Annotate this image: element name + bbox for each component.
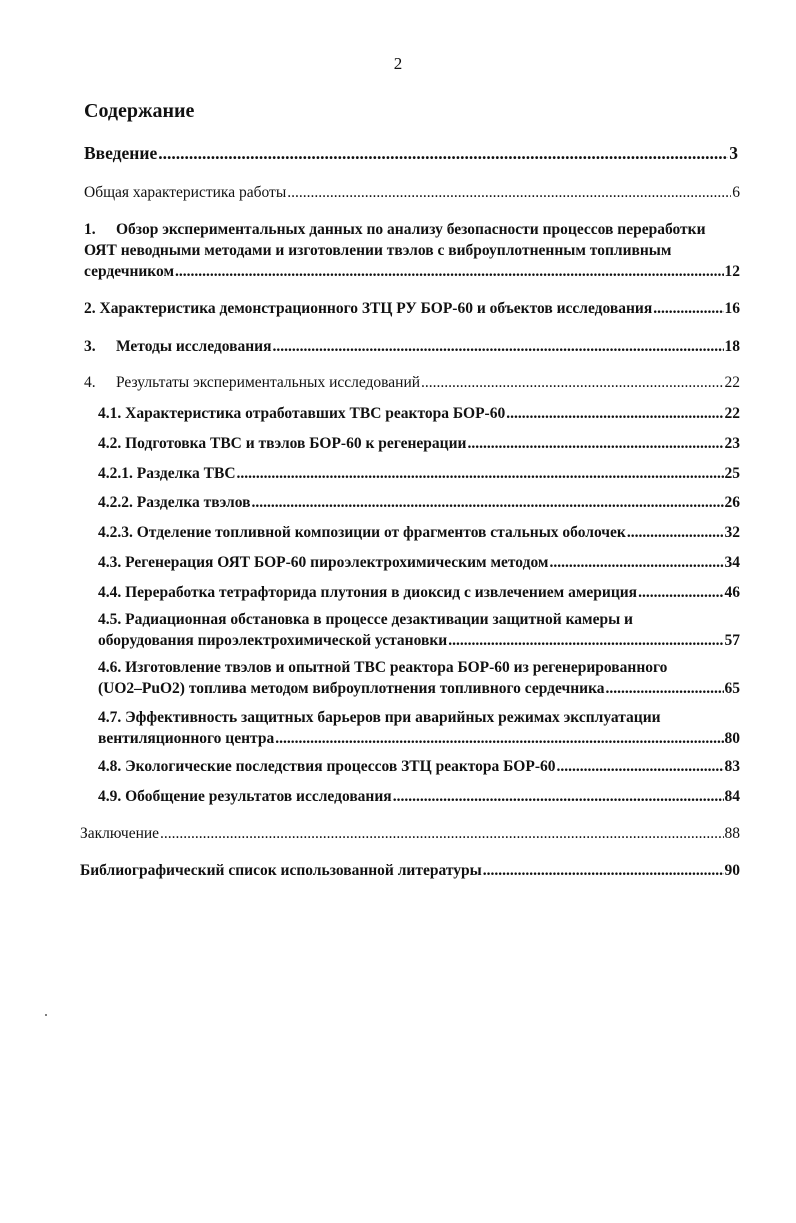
toc-entry-4-1[interactable] [98, 403, 740, 424]
toc-entry-text: 4.9. Обобщение результатов исследования [98, 788, 392, 805]
toc-entry-page: 6 [732, 184, 740, 201]
toc-entry-text: Результаты экспериментальных исследований [116, 374, 421, 391]
toc-entry-page: 3 [729, 143, 738, 163]
toc-entry-text: (UO2–PuO2) топлива методом виброуплотнения топливного сердечника [98, 680, 605, 697]
toc-entry-page: 65 [724, 680, 740, 697]
toc-entry-4-2-1[interactable] [98, 463, 740, 484]
toc-entry-bibliography[interactable] [80, 860, 740, 881]
toc-entry-text: 4.2.2. Разделка твэлов [98, 494, 251, 511]
dot-leader [653, 298, 723, 319]
dot-leader [627, 522, 724, 543]
toc-entry-4-2-2[interactable] [98, 492, 740, 513]
toc-entry-text: 4.4. Переработка тетрафторида плутония в диоксид с извлечением америция [98, 584, 638, 601]
toc-entry-page: 23 [724, 435, 740, 452]
dot-leader [158, 143, 728, 164]
dot-leader [606, 678, 724, 699]
toc-entry-page: 25 [724, 465, 740, 482]
toc-entry-page: 18 [724, 338, 740, 355]
toc-entry-chapter-2[interactable] [84, 298, 740, 319]
toc-entry-page: 46 [724, 584, 740, 601]
toc-entry-page: 57 [724, 632, 740, 649]
dot-leader [160, 823, 723, 844]
toc-entry-text: Методы исследования [116, 338, 272, 355]
toc-entry-page: 12 [724, 263, 740, 280]
toc-entry-4-7[interactable] [98, 707, 740, 749]
toc-entry-number: 1. [84, 221, 96, 238]
toc-entry-text: 4.3. Регенерация ОЯТ БОР-60 пироэлектрохимическим методом [98, 554, 549, 571]
toc-entry-4-2-3[interactable] [98, 522, 740, 543]
dot-leader [549, 552, 723, 573]
toc-entry-page: 80 [724, 730, 740, 747]
toc-entry-text: вентиляционного центра [98, 730, 275, 747]
dot-leader [252, 492, 724, 513]
toc-entry-page: 84 [724, 788, 740, 805]
toc-title: Содержание [84, 100, 195, 122]
toc-entry-text: Библиографический список использованной литературы [80, 862, 482, 879]
dot-leader [175, 261, 723, 282]
toc-entry-page: 16 [724, 300, 740, 317]
toc-entry-page: 26 [724, 494, 740, 511]
toc-entry-text-line1: 4.6. Изготовление твэлов и опытной ТВС реактора БОР-60 из регенерированного [98, 659, 668, 676]
dot-leader [421, 372, 723, 393]
toc-entry-text: 4.2. Подготовка ТВС и твэлов БОР-60 к регенерации [98, 435, 467, 452]
toc-entry-text-line1: 4.7. Эффективность защитных барьеров при аварийных режимах эксплуатации [98, 709, 661, 726]
toc-entry-text: Общая характеристика работы [84, 184, 287, 201]
toc-entry-page: 32 [724, 524, 740, 541]
toc-entry-page: 22 [724, 405, 740, 422]
toc-entry-4-4[interactable] [98, 582, 740, 603]
dot-leader [638, 582, 723, 603]
toc-entry-number: 3. [84, 338, 96, 355]
toc-entry-text: 4.8. Экологические последствия процессов ЗТЦ реактора БОР-60 [98, 758, 556, 775]
toc-entry-4-2[interactable] [98, 433, 740, 454]
toc-entry-4-9[interactable] [98, 786, 740, 807]
dot-leader [393, 786, 724, 807]
toc-entry-page: 88 [724, 825, 740, 842]
dot-leader [467, 433, 723, 454]
dot-leader [506, 403, 723, 424]
dot-leader [275, 728, 723, 749]
dot-leader [237, 463, 724, 484]
toc-entry-page: 34 [724, 554, 740, 571]
toc-entry-page: 90 [724, 862, 740, 879]
toc-entry-chapter-3[interactable] [84, 336, 740, 357]
toc-entry-text: 4.2.1. Разделка ТВС [98, 465, 236, 482]
toc-entry-text: 2. Характеристика демонстрационного ЗТЦ РУ БОР-60 и объектов исследования [84, 300, 653, 317]
toc-entry-text: Введение [84, 143, 158, 163]
toc-entry-text: 4.1. Характеристика отработавших ТВС реактора БОР-60 [98, 405, 506, 422]
toc-entry-text: Заключение [80, 825, 160, 842]
toc-entry-page: 83 [724, 758, 740, 775]
dot-leader [557, 756, 724, 777]
toc-entry-4-6[interactable] [98, 657, 740, 699]
toc-entry-4-5[interactable] [98, 609, 740, 651]
toc-entry-4-3[interactable] [98, 552, 740, 573]
scan-speck [45, 1014, 47, 1016]
dot-leader [272, 336, 723, 357]
dot-leader [448, 630, 723, 651]
toc-entry-conclusion[interactable] [80, 823, 740, 844]
toc-entry-introduction[interactable] [84, 143, 738, 164]
dot-leader [483, 860, 724, 881]
toc-entry-4-8[interactable] [98, 756, 740, 777]
toc-entry-text-line1: Обзор экспериментальных данных по анализу безопасности процессов переработки [116, 221, 706, 238]
page-number: 2 [393, 54, 403, 73]
toc-entry-text: 4.2.3. Отделение топливной композиции от фрагментов стальных оболочек [98, 524, 626, 541]
toc-entry-text: сердечником [84, 263, 175, 280]
toc-entry-number: 4. [84, 374, 96, 391]
toc-entry-chapter-1[interactable] [84, 219, 740, 282]
toc-entry-text-line1: 4.5. Радиационная обстановка в процессе дезактивации защитной камеры и [98, 611, 633, 628]
toc-entry-general[interactable] [84, 182, 740, 203]
toc-entry-text-line2: ОЯТ неводными методами и изготовлении твэлов с виброуплотненным топливным [84, 242, 672, 259]
toc-entry-text: оборудования пироэлектрохимической установки [98, 632, 448, 649]
toc-entry-page: 22 [724, 374, 740, 391]
dot-leader [287, 182, 731, 203]
toc-entry-chapter-4[interactable] [84, 372, 740, 393]
